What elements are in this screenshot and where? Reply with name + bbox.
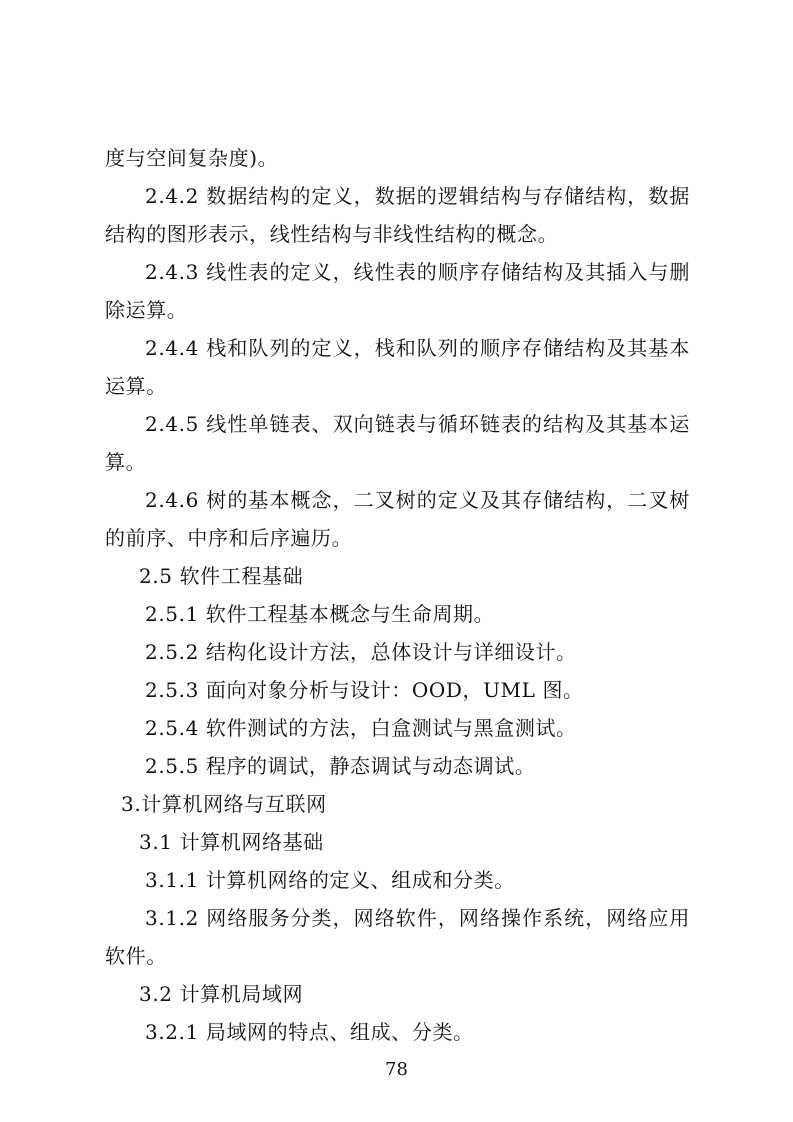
text-line: 2.4.3 线性表的定义，线性表的顺序存储结构及其插入与删 bbox=[145, 260, 690, 284]
text-line: 软件。 bbox=[105, 944, 167, 968]
text-line: 3.1.2 网络服务分类，网络软件，网络操作系统，网络应用 bbox=[145, 906, 690, 930]
text-line: 3.1.1 计算机网络的定义、组成和分类。 bbox=[145, 868, 515, 892]
text-line: 2.5.1 软件工程基本概念与生命周期。 bbox=[145, 602, 495, 626]
chapter-heading: 3.计算机网络与互联网 bbox=[121, 792, 327, 816]
text-line: 结构的图形表示，线性结构与非线性结构的概念。 bbox=[105, 222, 559, 246]
text-line: 2.5.2 结构化设计方法，总体设计与详细设计。 bbox=[145, 640, 577, 664]
section-heading: 2.5 软件工程基础 bbox=[139, 564, 304, 588]
text-line: 2.4.5 线性单链表、双向链表与循环链表的结构及其基本运 bbox=[145, 412, 690, 436]
text-line: 的前序、中序和后序遍历。 bbox=[105, 526, 353, 550]
text-line: 3.2.1 局域网的特点、组成、分类。 bbox=[145, 1020, 474, 1044]
text-line: 度与空间复杂度)。 bbox=[105, 146, 279, 170]
text-line: 算。 bbox=[105, 450, 147, 474]
text-line: 2.5.5 程序的调试，静态调试与动态调试。 bbox=[145, 754, 536, 778]
section-heading: 3.2 计算机局域网 bbox=[139, 982, 304, 1006]
section-heading: 3.1 计算机网络基础 bbox=[139, 830, 324, 854]
text-line: 2.4.4 栈和队列的定义，栈和队列的顺序存储结构及其基本 bbox=[145, 336, 690, 360]
page-number: 78 bbox=[385, 1059, 408, 1080]
text-line: 除运算。 bbox=[105, 298, 188, 322]
text-line: 2.5.4 软件测试的方法，白盒测试与黑盒测试。 bbox=[145, 716, 577, 740]
text-line: 2.5.3 面向对象分析与设计：OOD，UML 图。 bbox=[145, 678, 584, 702]
text-line: 运算。 bbox=[105, 374, 167, 398]
text-line: 2.4.6 树的基本概念，二叉树的定义及其存储结构，二叉树 bbox=[145, 488, 690, 512]
text-line: 2.4.2 数据结构的定义，数据的逻辑结构与存储结构，数据 bbox=[145, 184, 690, 208]
